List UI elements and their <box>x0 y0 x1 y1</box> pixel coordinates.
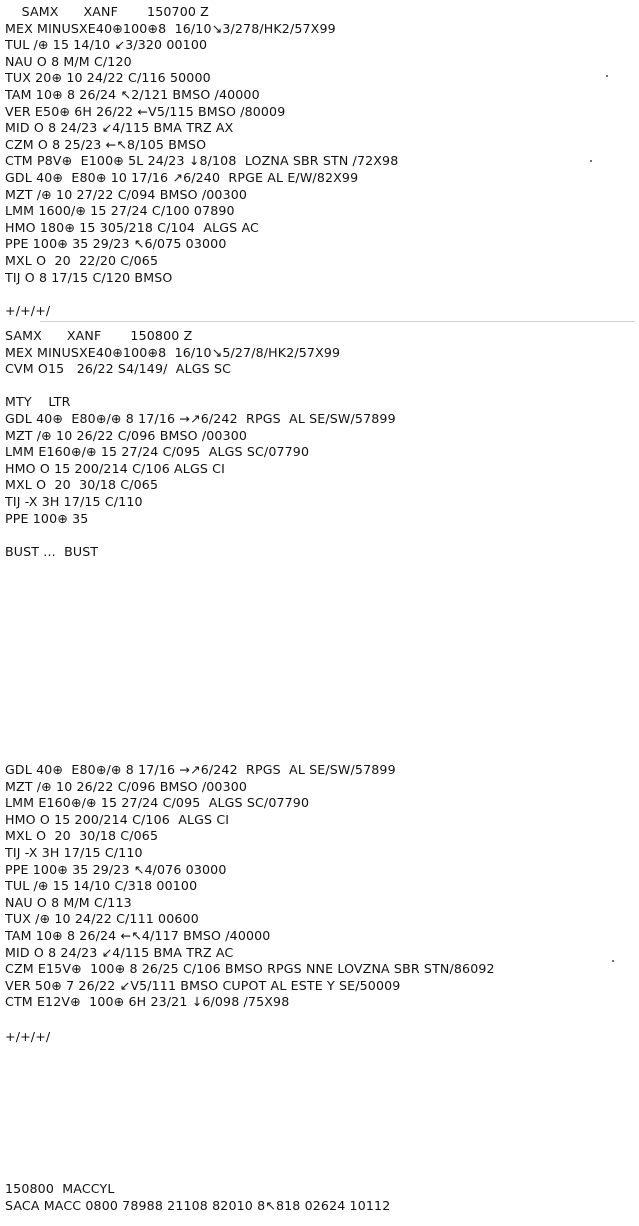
report-line: TIJ -X 3H 17/15 C/110 <box>5 493 143 509</box>
report-line: CTM E12V⊕ 100⊕ 6H 23/21 ↓6/098 /75X98 <box>5 994 290 1010</box>
report-line: BUST ... BUST <box>5 543 99 559</box>
report-0700-header: SAMX XANF 150700 Z <box>5 4 209 19</box>
report-line: MID O 8 24/23 ↙4/115 BMA TRZ AC <box>5 944 234 960</box>
report-line: MEX MINUSXE40⊕100⊕8 16/10↘5/27/8/HK2/57X99 <box>5 344 341 360</box>
footer-lines <box>5 1181 635 1214</box>
report-line <box>5 378 635 395</box>
report-line: PPE 100⊕ 35 <box>5 510 89 526</box>
report-line: LMM E160⊕/⊕ 15 27/24 C/095 ALGS SC/07790 <box>5 795 310 811</box>
report-line: MTY LTR <box>5 394 71 410</box>
report-line: MZT /⊕ 10 26/22 C/096 BMSO /00300 <box>5 778 248 794</box>
report-0800-block <box>5 328 635 560</box>
report-line: MZT /⊕ 10 26/22 C/096 BMSO /00300 <box>5 427 248 443</box>
footer-block <box>5 1181 635 1214</box>
report-0800-lines <box>5 345 635 561</box>
report-line: TUX 20⊕ 10 24/22 C/116 50000 <box>5 70 211 86</box>
separator-1-block <box>5 303 635 320</box>
report-line: GDL 40⊕ E80⊕/⊕ 8 17/16 →↗6/242 RPGS AL SE/SW/57899 <box>5 762 396 777</box>
report-line: TAM 10⊕ 8 26/24 ↖2/121 BMSO /40000 <box>5 86 260 102</box>
report-line: MXL O 20 22/20 C/065 <box>5 252 159 268</box>
report-line: MID O 8 24/23 ↙4/115 BMA TRZ AX <box>5 120 234 136</box>
report-line: TUL /⊕ 15 14/10 ↙3/320 00100 <box>5 37 208 53</box>
separator-2-block <box>5 1029 635 1046</box>
report-line: NAU O 8 M/M C/113 <box>5 894 132 910</box>
footer-line: SACA MACC 0800 78988 21108 82010 8↖818 02624 10112 <box>5 1197 391 1213</box>
report-0700-lines <box>5 21 635 287</box>
report-0800-header: SAMX XANF 150800 Z <box>5 328 193 343</box>
report-line: PPE 100⊕ 35 29/23 ↖6/075 03000 <box>5 236 227 252</box>
report-line: TUL /⊕ 15 14/10 C/318 00100 <box>5 878 198 894</box>
report-line: TIJ O 8 17/15 C/120 BMSO <box>5 269 173 285</box>
report-line: CTM P8V⊕ E100⊕ 5L 24/23 ↓8/108 LOZNA SBR STN /72X98 <box>5 153 399 169</box>
report-line: HMO O 15 200/214 C/106 ALGS CI <box>5 460 225 476</box>
report-line: MZT /⊕ 10 27/22 C/094 BMSO /00300 <box>5 186 248 202</box>
report-line: TIJ -X 3H 17/15 C/110 <box>5 844 143 860</box>
report-line: HMO O 15 200/214 C/106 ALGS CI <box>5 811 230 827</box>
report-line: CVM O15 26/22 S4/149/ ALGS SC <box>5 361 232 377</box>
scan-speck <box>606 75 608 77</box>
report-line: NAU O 8 M/M C/120 <box>5 53 132 69</box>
report-line: MXL O 20 30/18 C/065 <box>5 828 159 844</box>
report-line: TUX /⊕ 10 24/22 C/111 00600 <box>5 911 199 927</box>
report-0800-corrected-lines <box>5 762 635 1011</box>
report-line: GDL 40⊕ E80⊕ 10 17/16 ↗6/240 RPGE AL E/W/82X99 <box>5 169 359 185</box>
report-line: PPE 100⊕ 35 29/23 ↖4/076 03000 <box>5 861 227 877</box>
scan-speck <box>612 960 614 962</box>
report-line: VER E50⊕ 6H 26/22 ←V5/115 BMSO /80009 <box>5 103 286 119</box>
report-line: CZM O 8 25/23 ←↖8/105 BMSO <box>5 136 207 152</box>
report-line: HMO 180⊕ 15 305/218 C/104 ALGS AC <box>5 219 259 235</box>
report-line: VER 50⊕ 7 26/22 ↙V5/111 BMSO CUPOT AL ESTE Y SE/50009 <box>5 977 401 993</box>
report-line: GDL 40⊕ E80⊕/⊕ 8 17/16 →↗6/242 RPGS AL SE/SW/57899 <box>5 410 396 426</box>
report-line: LMM 1600/⊕ 15 27/24 C/100 07890 <box>5 203 235 219</box>
footer-line: 150800 MACCYL <box>5 1181 115 1196</box>
report-line: MEX MINUSXE40⊕100⊕8 16/10↘3/278/HK2/57X99 <box>5 20 336 36</box>
report-line: CZM E15V⊕ 100⊕ 8 26/25 C/106 BMSO RPGS NNE LOVZNA SBR STN/86092 <box>5 961 495 977</box>
report-line: MXL O 20 30/18 C/065 <box>5 477 159 493</box>
report-0700-block <box>5 4 635 286</box>
report-line: LMM E160⊕/⊕ 15 27/24 C/095 ALGS SC/07790 <box>5 444 310 460</box>
scan-speck <box>590 160 592 162</box>
separator-2: +/+/+/ <box>5 1029 51 1044</box>
report-line <box>5 527 635 544</box>
report-line: TAM 10⊕ 8 26/24 ←↖4/117 BMSO /40000 <box>5 927 271 943</box>
paper-fold-line <box>40 321 635 322</box>
report-0800-corrected-block <box>5 762 635 1011</box>
separator-1: +/+/+/ <box>5 303 51 318</box>
